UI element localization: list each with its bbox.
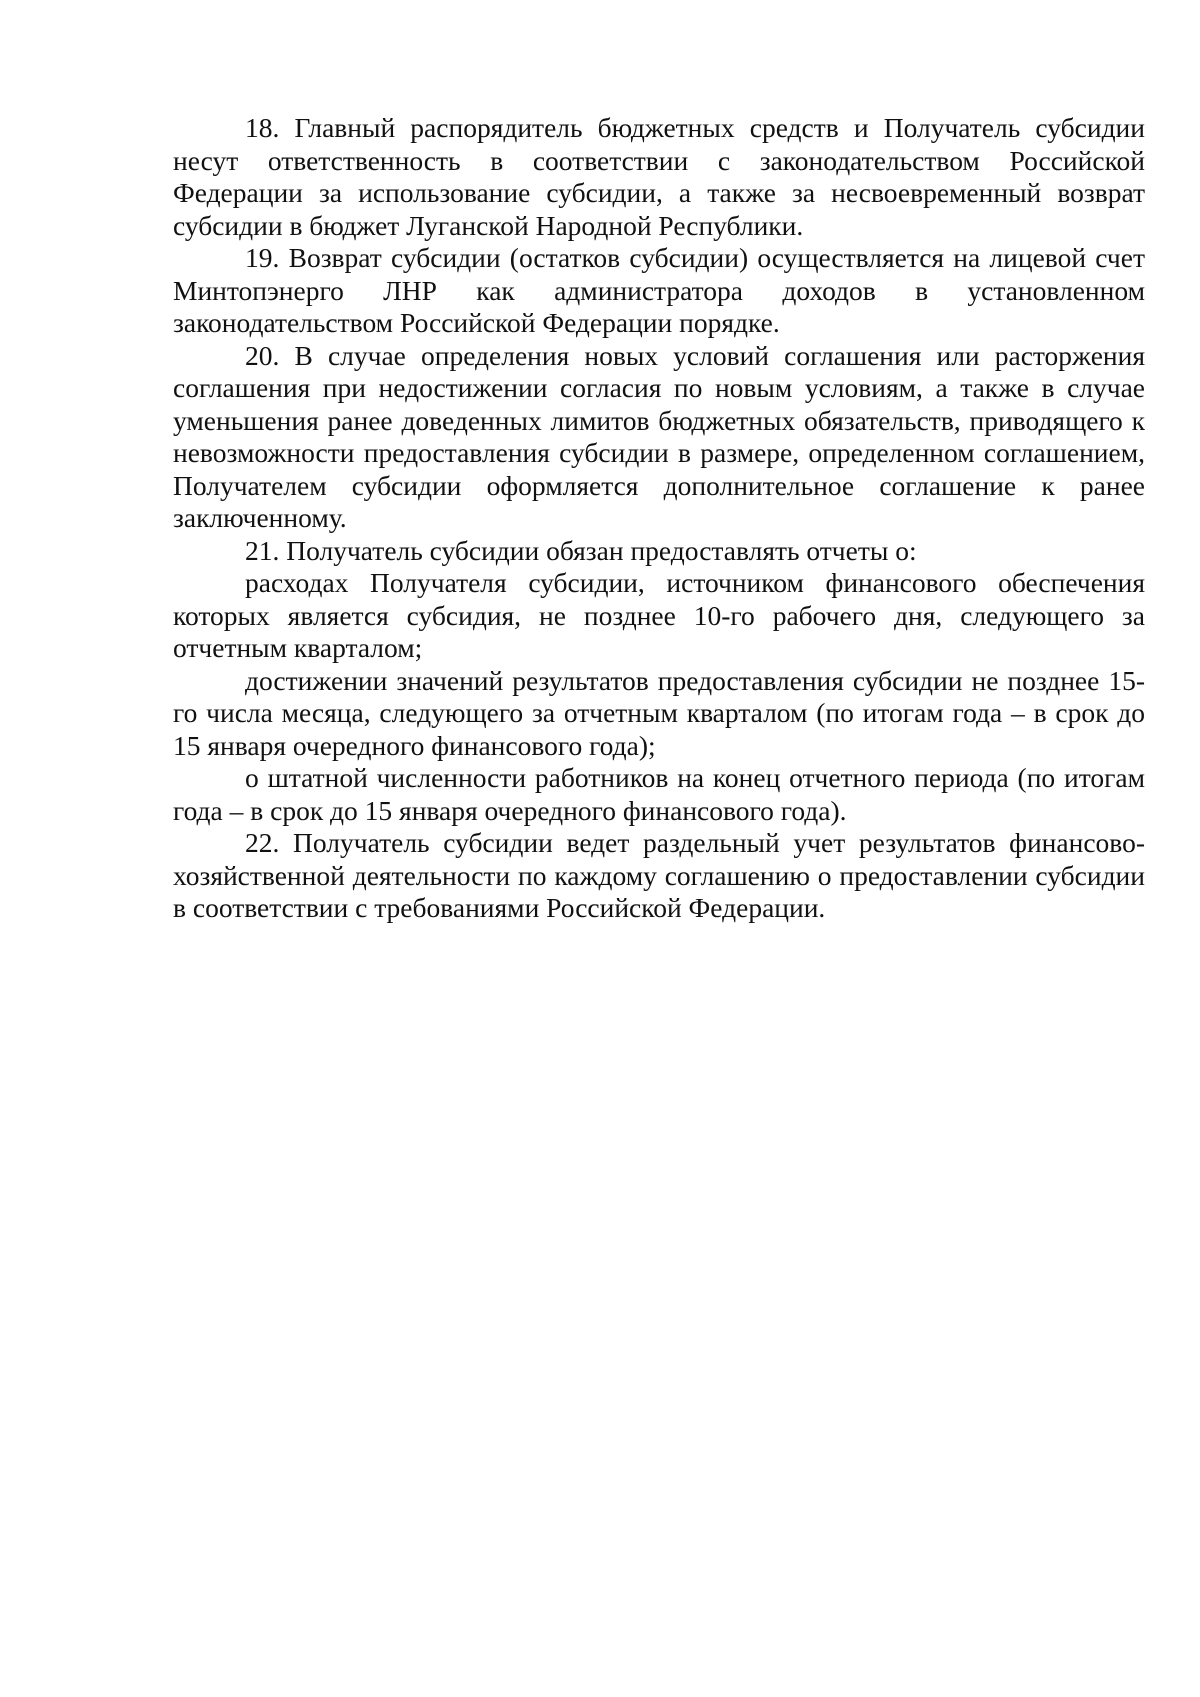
paragraph-20: 20. В случае определения новых условий соглашения или расторжения соглашения при недостижении согласия по новым условиям, а также в случае уменьшения ранее доведенных лимитов бюджетных обязательств, приводящего к невозможности предоставления субсидии в размере, определенном соглашением, Получателем субсидии оформляется дополнительное соглашение к ранее заключенному. (173, 339, 1145, 533)
paragraph-21-results: достижении значений результатов предоставления субсидии не позднее 15-го числа месяца, следующего за отчетным кварталом (по итогам года – в срок до 15 января очередного финансового года); (173, 664, 1145, 761)
paragraph-19: 19. Возврат субсидии (остатков субсидии) осуществляется на лицевой счет Минтопэнерго ЛНР как администратора доходов в установленном законодательством Российской Федерации порядке. (173, 242, 1145, 338)
paragraph-21-staff: о штатной численности работников на конец отчетного периода (по итогам года – в срок до 15 января очередного финансового года). (173, 762, 1145, 826)
paragraph-18: 18. Главный распорядитель бюджетных средств и Получатель субсидии несут ответственность в соответствии с законодательством Российской Федерации за использование субсидии, а также за несвоевременный возврат субсидии в бюджет Луганской Народной Республики. (173, 112, 1145, 241)
document-body (173, 112, 1145, 925)
paragraph-21: 21. Получатель субсидии обязан предоставлять отчеты о: (245, 534, 917, 566)
paragraph-22: 22. Получатель субсидии ведет раздельный учет результатов финансово-хозяйственной деятельности по каждому соглашению о предоставлении субсидии в соответствии с требованиями Российской Федерации. (173, 827, 1145, 923)
paragraph-21-expenses: расходах Получателя субсидии, источником финансового обеспечения которых является субсидия, не позднее 10-го рабочего дня, следующего за отчетным кварталом; (173, 567, 1145, 663)
